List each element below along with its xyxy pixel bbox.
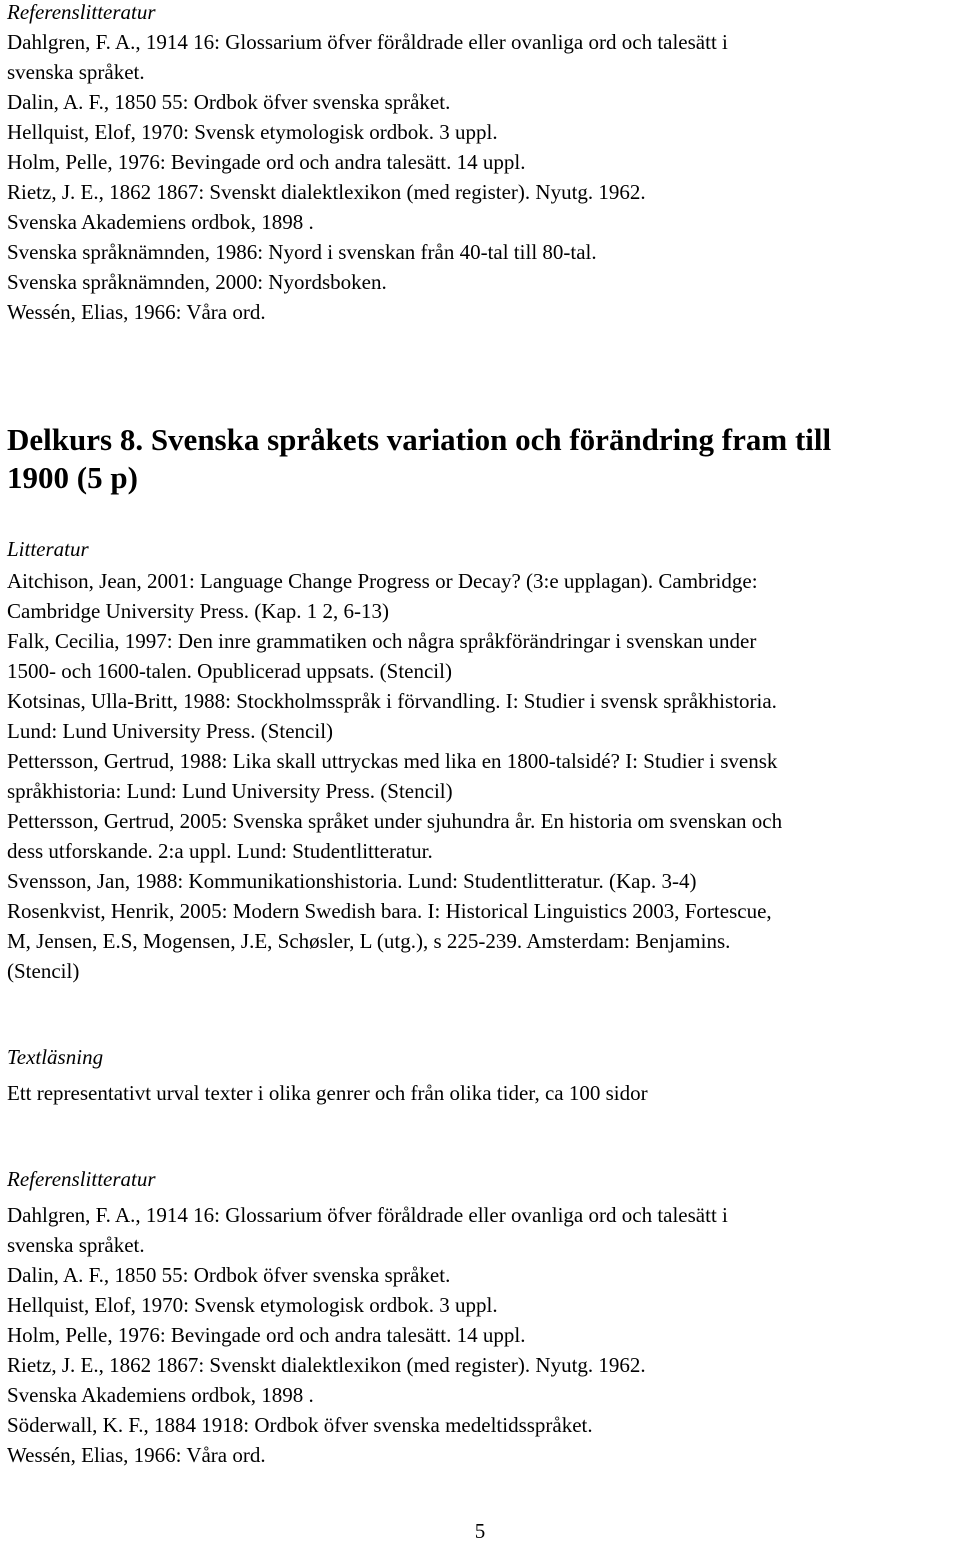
reference-entry	[7, 267, 728, 297]
page-number: 5	[474, 1519, 486, 1543]
reference-line: Hellquist, Elof, 1970: Svensk etymologisk ordbok. 3 uppl.	[7, 120, 498, 144]
reference-entry	[7, 866, 782, 896]
reference-line: dess utforskande. 2:a uppl. Lund: Studentlitteratur.	[7, 839, 433, 863]
reference-entry	[7, 297, 728, 327]
course-heading	[7, 421, 831, 497]
reference-line: Holm, Pelle, 1976: Bevingade ord och andra talesätt. 14 uppl.	[7, 1323, 526, 1347]
textlasning-text: Ett representativt urval texter i olika genrer och från olika tider, ca 100 sidor	[7, 1081, 648, 1105]
reference-entry	[7, 1350, 728, 1380]
reference-entry	[7, 896, 782, 986]
litteratur-section	[7, 534, 782, 986]
section-label-textlasning: Textläsning	[7, 1045, 104, 1069]
reference-line: Wessén, Elias, 1966: Våra ord.	[7, 1443, 266, 1467]
reference-line: Kotsinas, Ulla-Britt, 1988: Stockholmsspråk i förvandling. I: Studier i svensk språkhistoria.	[7, 689, 777, 713]
reference-line: Dahlgren, F. A., 1914 16: Glossarium öfver föråldrade eller ovanliga ord och talesätt i	[7, 1203, 728, 1227]
reference-entry	[7, 1440, 728, 1470]
reference-line: M, Jensen, E.S, Mogensen, J.E, Schøsler, L (utg.), s 225-239. Amsterdam: Benjamins.	[7, 929, 731, 953]
reference-entry	[7, 1200, 728, 1260]
reference-list-2	[7, 1200, 728, 1470]
reference-line: Söderwall, K. F., 1884 1918: Ordbok öfver svenska medeltidsspråket.	[7, 1413, 593, 1437]
reference-line: Lund: Lund University Press. (Stencil)	[7, 719, 334, 743]
reference-line: Wessén, Elias, 1966: Våra ord.	[7, 300, 266, 324]
reference-line: Aitchison, Jean, 2001: Language Change Progress or Decay? (3:e upplagan). Cambridge:	[7, 569, 758, 593]
reference-line: svenska språket.	[7, 1233, 145, 1257]
reference-line: Pettersson, Gertrud, 2005: Svenska språket under sjuhundra år. En historia om svenskan och	[7, 809, 783, 833]
reference-line: språkhistoria: Lund: Lund University Press. (Stencil)	[7, 779, 453, 803]
reference-line: Rietz, J. E., 1862 1867: Svenskt dialektlexikon (med register). Nyutg. 1962.	[7, 180, 646, 204]
reference-line: Svenska språknämnden, 1986: Nyord i svenskan från 40-tal till 80-tal.	[7, 240, 597, 264]
reference-line: Falk, Cecilia, 1997: Den inre grammatiken och några språkförändringar i svenskan under	[7, 629, 757, 653]
course-heading-line-1: Delkurs 8. Svenska språkets variation och förändring fram till	[7, 422, 832, 457]
reference-line: Hellquist, Elof, 1970: Svensk etymologisk ordbok. 3 uppl.	[7, 1293, 498, 1317]
reference-line: Svenska Akademiens ordbok, 1898 .	[7, 1383, 314, 1407]
section-label-litteratur: Litteratur	[7, 537, 89, 561]
reference-line: Pettersson, Gertrud, 1988: Lika skall uttryckas med lika en 1800-talsidé? I: Studier i svensk	[7, 749, 778, 773]
section-label-referenslitteratur-2: Referenslitteratur	[7, 1167, 156, 1191]
litteratur-list	[7, 566, 782, 986]
reference-section-2	[7, 1164, 728, 1470]
reference-line: Cambridge University Press. (Kap. 1 2, 6-13)	[7, 599, 390, 623]
reference-line: Dalin, A. F., 1850 55: Ordbok öfver svenska språket.	[7, 90, 451, 114]
reference-entry	[7, 746, 782, 806]
reference-line: Dahlgren, F. A., 1914 16: Glossarium öfver föråldrade eller ovanliga ord och talesätt i	[7, 30, 728, 54]
reference-entry	[7, 177, 728, 207]
section-label-referenslitteratur: Referenslitteratur	[7, 0, 156, 24]
textlasning-section	[7, 1042, 648, 1108]
reference-line: (Stencil)	[7, 959, 80, 983]
reference-entry	[7, 1410, 728, 1440]
reference-entry	[7, 147, 728, 177]
reference-line: svenska språket.	[7, 60, 145, 84]
reference-line: Rosenkvist, Henrik, 2005: Modern Swedish bara. I: Historical Linguistics 2003, Fortescue,	[7, 899, 772, 923]
reference-line: Rietz, J. E., 1862 1867: Svenskt dialektlexikon (med register). Nyutg. 1962.	[7, 1353, 646, 1377]
reference-entry	[7, 806, 782, 866]
reference-entry	[7, 1260, 728, 1290]
reference-entry	[7, 87, 728, 117]
reference-entry	[7, 1320, 728, 1350]
reference-entry	[7, 27, 728, 87]
reference-line: Holm, Pelle, 1976: Bevingade ord och andra talesätt. 14 uppl.	[7, 150, 526, 174]
reference-entry	[7, 1290, 728, 1320]
reference-section-1	[7, 0, 728, 327]
reference-line: Svensson, Jan, 1988: Kommunikationshistoria. Lund: Studentlitteratur. (Kap. 3-4)	[7, 869, 697, 893]
reference-line: 1500- och 1600-talen. Opublicerad uppsats. (Stencil)	[7, 659, 452, 683]
reference-entry	[7, 566, 782, 626]
reference-entry	[7, 207, 728, 237]
reference-line: Svenska Akademiens ordbok, 1898 .	[7, 210, 314, 234]
reference-entry	[7, 1380, 728, 1410]
reference-entry	[7, 686, 782, 746]
reference-entry	[7, 117, 728, 147]
reference-line: Svenska språknämnden, 2000: Nyordsboken.	[7, 270, 387, 294]
course-heading-line-2: 1900 (5 p)	[7, 460, 138, 495]
reference-entry	[7, 626, 782, 686]
reference-list-1	[7, 27, 728, 327]
reference-line: Dalin, A. F., 1850 55: Ordbok öfver svenska språket.	[7, 1263, 451, 1287]
reference-entry	[7, 237, 728, 267]
